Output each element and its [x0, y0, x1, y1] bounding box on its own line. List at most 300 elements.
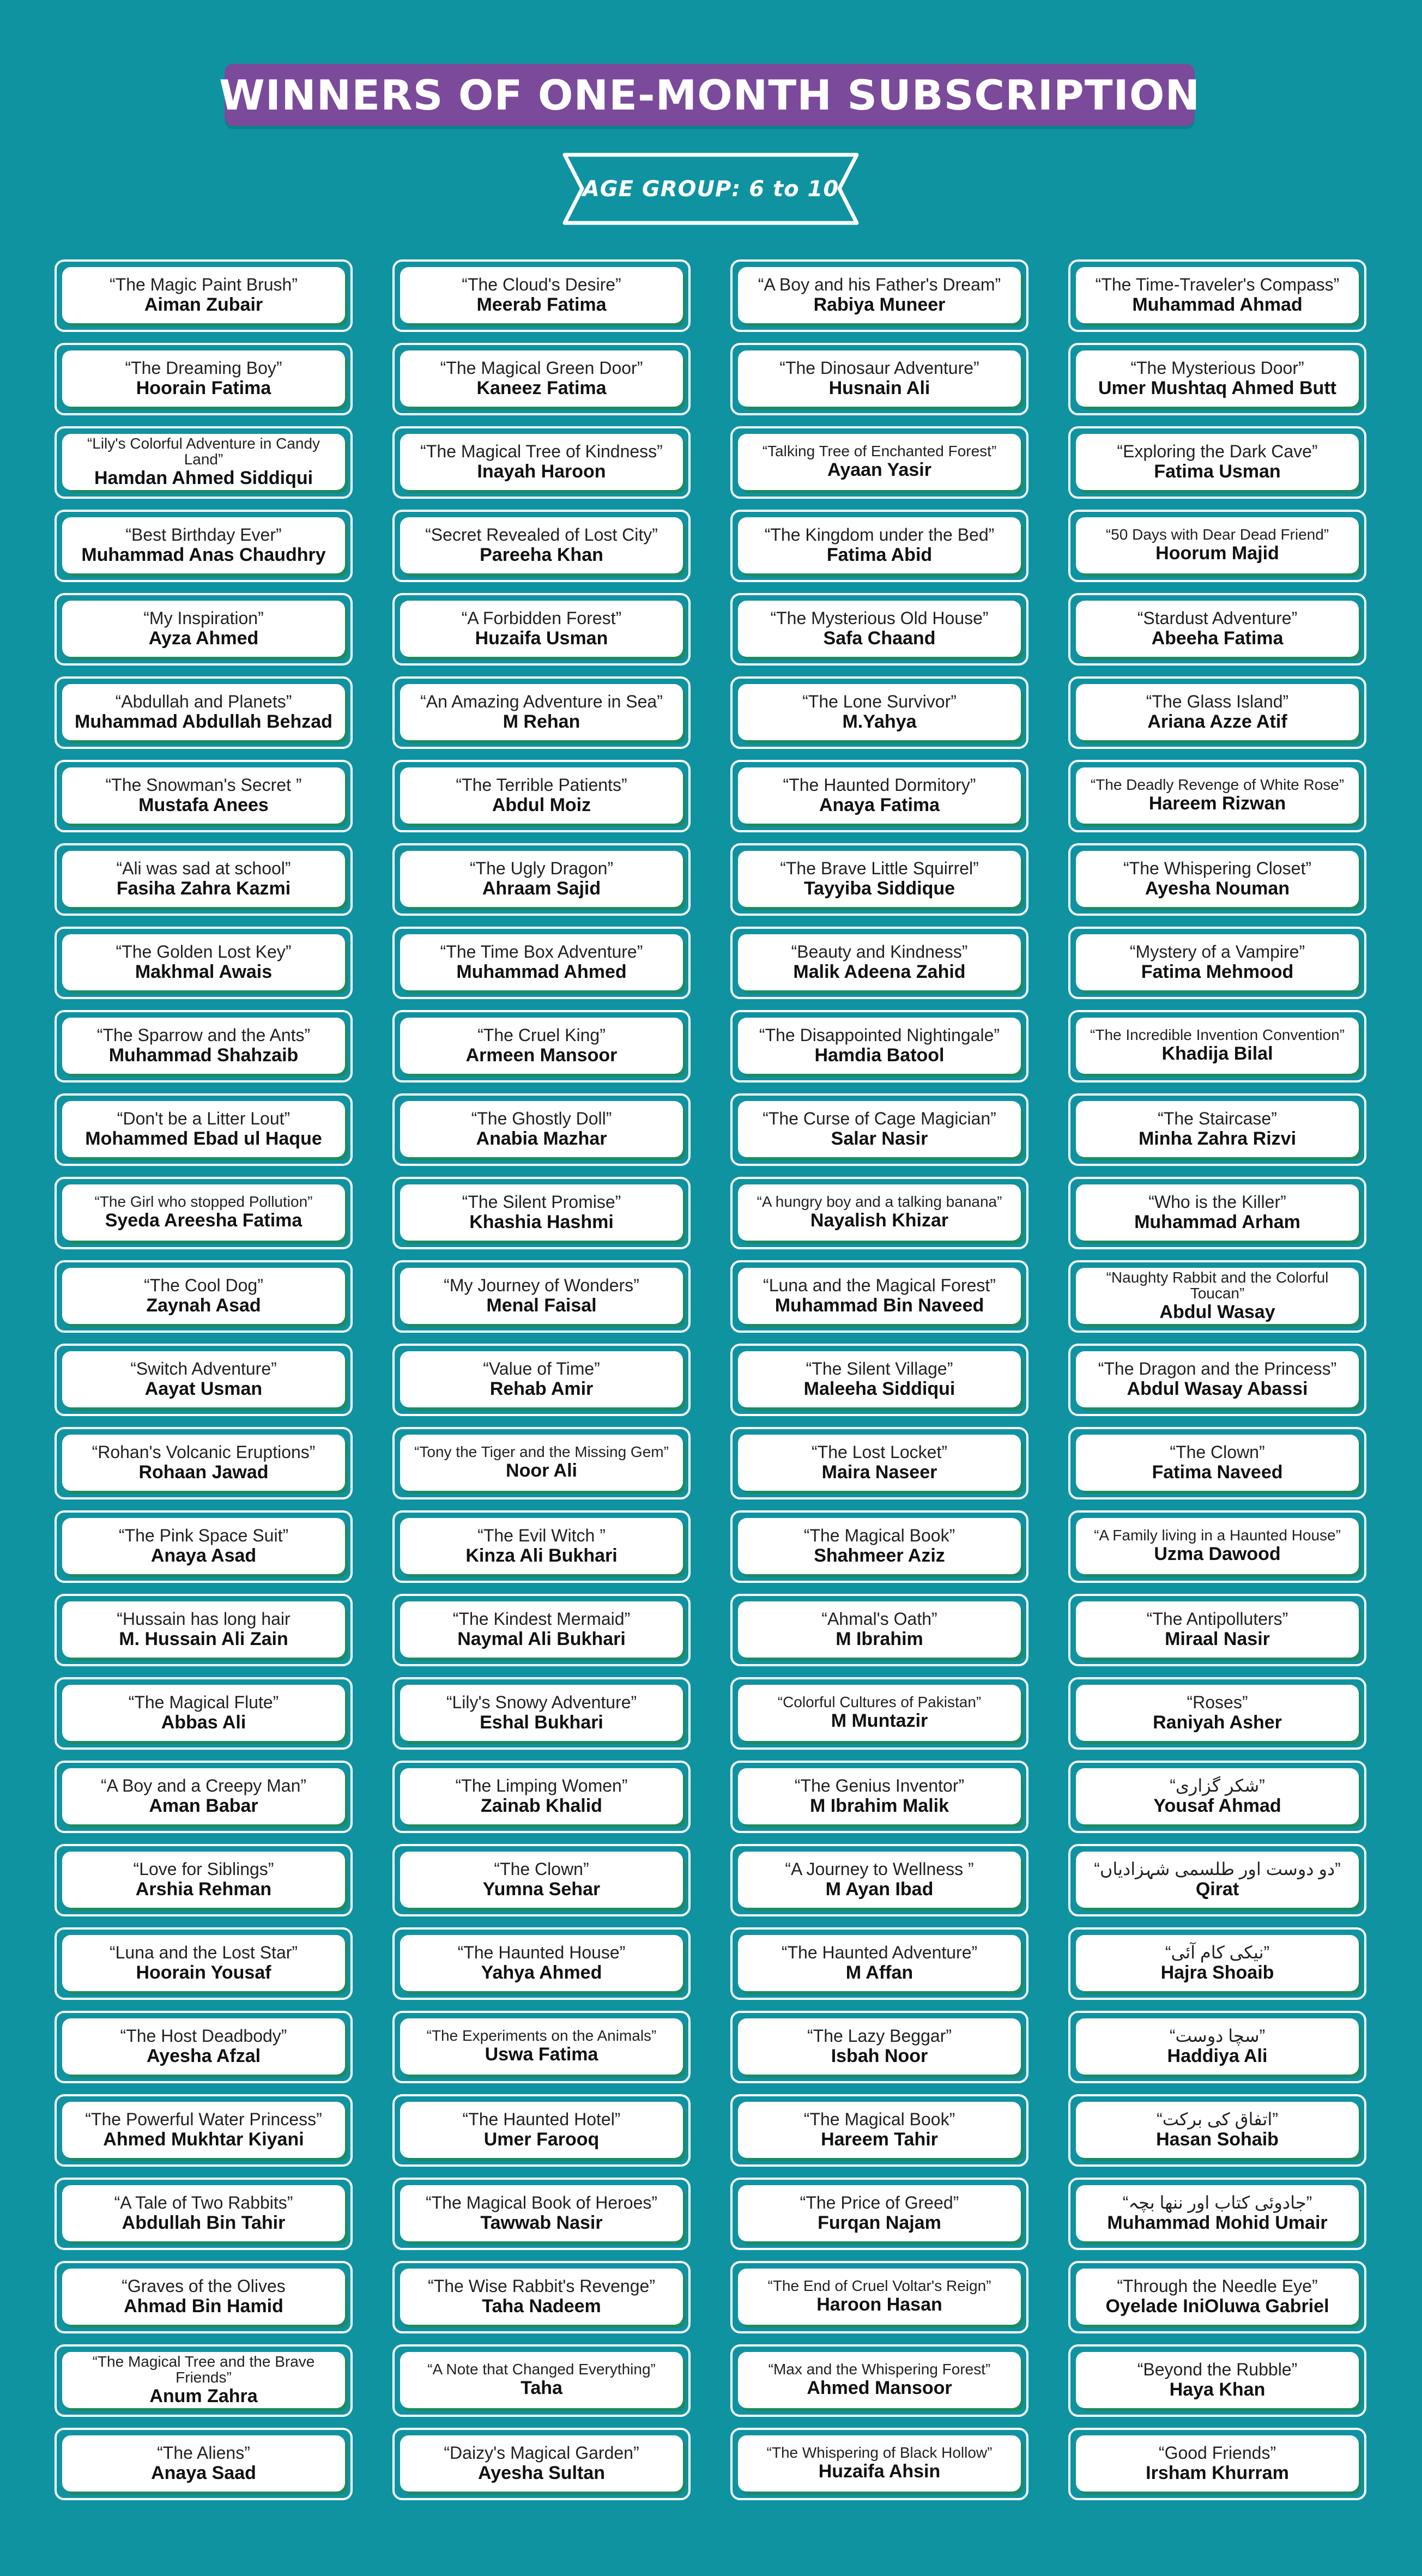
story-title: “Love for Siblings” [133, 1859, 274, 1879]
winner-card-label [738, 934, 1021, 990]
author-name: Anabia Mazhar [476, 1128, 607, 1149]
story-title: “A Family living in a Haunted House” [1094, 1527, 1341, 1544]
author-name: Muhammad Anas Chaudhry [81, 544, 326, 565]
winner-card-label [1076, 350, 1359, 407]
author-name: Umer Mushtaq Ahmed Butt [1098, 377, 1336, 398]
winner-card-label [738, 2018, 1021, 2075]
author-name: Mohammed Ebad ul Haque [85, 1128, 322, 1149]
story-title: “The Haunted House” [457, 1942, 626, 1962]
story-title: “The Magical Tree of Kindness” [420, 441, 663, 461]
story-title: “The Magic Paint Brush” [109, 274, 298, 294]
story-title: “The Curse of Cage Magician” [763, 1108, 996, 1128]
winner-card-label [400, 601, 683, 657]
author-name: Anaya Asad [150, 1545, 257, 1566]
author-name: Hoorain Fatima [136, 377, 271, 398]
story-title: “The Dinosaur Adventure” [779, 358, 979, 378]
age-group-label: AGE GROUP: 6 to 10 [582, 176, 839, 202]
story-title: “Naughty Rabbit and the Colorful Toucan” [1106, 1268, 1329, 1302]
author-name: Abdul Moiz [492, 794, 591, 815]
story-title: “The Magical Green Door” [440, 358, 643, 378]
story-title: “The Aliens” [157, 2442, 250, 2463]
story-title: “The Lazy Beggar” [807, 2025, 952, 2046]
winner-card-label [62, 934, 345, 990]
author-name: Aman Babar [149, 1795, 258, 1816]
story-title: “Luna and the Magical Forest” [763, 1275, 996, 1295]
winner-card-label [738, 2269, 1021, 2325]
winner-card [392, 343, 691, 415]
winner-card [55, 2011, 353, 2083]
author-name: Malik Adeena Zahid [793, 961, 966, 982]
winner-card-label [62, 1768, 345, 1824]
author-name: Ayza Ahmed [148, 627, 259, 649]
winner-card-label [400, 1101, 683, 1157]
winner-card-label [62, 767, 345, 824]
winner-card-label [1076, 1935, 1359, 1991]
author-name: Hamdan Ahmed Siddiqui [94, 467, 313, 488]
author-name: Abeeha Fatima [1151, 627, 1284, 649]
story-title: “The Silent Village” [806, 1358, 953, 1378]
winner-card [392, 2261, 691, 2333]
winner-card-label [1076, 434, 1359, 490]
winner-card-label [62, 2018, 345, 2075]
winner-card [55, 510, 353, 582]
author-name: Syeda Areesha Fatima [105, 1210, 302, 1231]
author-name: Husnain Ali [828, 377, 930, 398]
author-name: M Ayan Ibad [825, 1878, 934, 1900]
author-name: Furqan Najam [818, 2212, 941, 2233]
story-title: “Beyond the Rubble” [1137, 2359, 1298, 2379]
author-name: Uswa Fatima [485, 2044, 598, 2065]
winner-card-label [738, 350, 1021, 407]
story-title: “Don't be a Litter Lout” [117, 1108, 291, 1128]
story-title: “The Experiments on the Animals” [426, 2027, 657, 2044]
winner-card [730, 1677, 1028, 1750]
winner-card [730, 1010, 1028, 1083]
author-name: Fatima Usman [1154, 461, 1281, 482]
story-title: “Rohan's Volcanic Eruptions” [92, 1442, 316, 1462]
winner-card-label [62, 1852, 345, 1908]
story-title: “A Forbidden Forest” [461, 608, 622, 628]
story-title: “The Silent Promise” [462, 1192, 621, 1212]
author-name: Zaynah Asad [146, 1295, 261, 1316]
author-name: Ayesha Nouman [1145, 878, 1290, 899]
winner-card-label [62, 1101, 345, 1157]
winner-card [55, 1344, 353, 1416]
winner-card [55, 426, 353, 499]
winner-card [730, 676, 1028, 749]
author-name: Irsham Khurram [1146, 2462, 1289, 2483]
winner-card-label [1076, 1018, 1359, 1074]
story-title: “The Powerful Water Princess” [85, 2109, 322, 2129]
winner-card-label [738, 2352, 1021, 2408]
author-name: Oyelade IniOluwa Gabriel [1105, 2295, 1329, 2317]
story-title: “The Incredible Invention Convention” [1090, 1026, 1345, 1043]
winner-card [730, 343, 1028, 415]
story-title: “The Limping Women” [455, 1775, 628, 1795]
author-name: M Rehan [503, 711, 580, 732]
winner-card [392, 1594, 691, 1666]
winner-card-label [400, 934, 683, 990]
winner-card-label [738, 1018, 1021, 1074]
author-name: Abdul Wasay Abassi [1127, 1378, 1308, 1399]
winner-card-label [738, 2102, 1021, 2158]
story-title: “Abdullah and Planets” [115, 691, 292, 711]
author-name: M Ibrahim Malik [809, 1795, 949, 1816]
winner-card-label [400, 1435, 683, 1491]
winner-card [1068, 343, 1366, 415]
story-title: “The Magical Book” [803, 2109, 955, 2129]
author-name: Fatima Naveed [1152, 1461, 1283, 1483]
author-name: Hareem Tahir [821, 2128, 938, 2150]
winner-card [55, 1927, 353, 2000]
story-title: “The Genius Inventor” [794, 1775, 965, 1795]
author-name: Ayesha Afzal [146, 2045, 261, 2066]
author-name: Kinza Ali Bukhari [465, 1545, 618, 1566]
winner-card-label [1076, 767, 1359, 824]
author-name: Armeen Mansoor [465, 1044, 618, 1066]
story-title: “Roses” [1187, 1692, 1248, 1712]
author-name: Anum Zahra [149, 2385, 258, 2406]
winner-card [730, 1594, 1028, 1666]
story-title: “The Magical Tree and the Brave Friends” [92, 2353, 315, 2386]
story-title: “سچا دوست” [1169, 2025, 1266, 2046]
author-name: Hareem Rizwan [1148, 793, 1286, 814]
story-title: “Daizy's Magical Garden” [444, 2442, 639, 2463]
story-title: “The Dragon and the Princess” [1098, 1358, 1337, 1378]
winner-card [730, 2178, 1028, 2250]
author-name: Safa Chaand [823, 627, 936, 649]
winner-card [392, 1177, 691, 1249]
winner-card-label [738, 601, 1021, 657]
story-title: “The Time-Traveler's Compass” [1095, 274, 1340, 294]
author-name: Tayyiba Siddique [803, 878, 955, 899]
author-name: Muhammad Arham [1134, 1211, 1300, 1232]
story-title: “Through the Needle Eye” [1117, 2276, 1318, 2296]
winner-card [392, 1927, 691, 2000]
author-name: Muhammad Bin Naveed [774, 1295, 984, 1316]
author-name: Meerab Fatima [476, 294, 607, 315]
winner-card [392, 1093, 691, 1166]
winner-card-label [62, 1018, 345, 1074]
story-title: “The Wise Rabbit's Revenge” [428, 2276, 655, 2296]
author-name: Noor Ali [506, 1460, 577, 1481]
story-title: “The Sparrow and the Ants” [96, 1025, 311, 1045]
winner-card [55, 2261, 353, 2333]
winner-card [55, 259, 353, 332]
author-name: Fasiha Zahra Kazmi [116, 878, 291, 899]
winner-card [392, 676, 691, 749]
author-name: Salar Nasir [831, 1128, 928, 1149]
author-name: Aiman Zubair [144, 294, 263, 315]
winner-card [1068, 1594, 1366, 1666]
winner-card-label [738, 434, 1021, 490]
winner-card-label [1076, 2352, 1359, 2408]
story-title: “The Girl who stopped Pollution” [94, 1193, 313, 1210]
story-title: “The Price of Greed” [800, 2192, 959, 2212]
winner-card-label [62, 1184, 345, 1241]
winner-card [730, 426, 1028, 499]
winner-card-label [1076, 2185, 1359, 2241]
story-title: “The Time Box Adventure” [440, 941, 643, 962]
winner-card-label [62, 601, 345, 657]
winner-card [1068, 760, 1366, 832]
winner-card-label [400, 267, 683, 323]
winner-card [730, 2261, 1028, 2333]
winner-card-label [400, 1852, 683, 1908]
winner-card [55, 2178, 353, 2250]
winner-card [392, 426, 691, 499]
story-title: “The Deadly Revenge of White Rose” [1090, 776, 1345, 793]
author-name: Muhammad Ahmed [456, 961, 627, 982]
winner-card [392, 1510, 691, 1583]
age-group-ribbon [561, 152, 860, 226]
story-title: “Secret Revealed of Lost City” [425, 524, 658, 545]
winner-card [1068, 1260, 1366, 1333]
winner-card [1068, 1677, 1366, 1750]
winner-card [392, 1427, 691, 1499]
author-name: Inayah Haroon [477, 461, 606, 482]
winner-card [392, 1260, 691, 1333]
winner-card-label [400, 1184, 683, 1241]
author-name: Miraal Nasir [1165, 1628, 1270, 1649]
story-title: “The Host Deadbody” [120, 2025, 287, 2046]
story-title: “The Dreaming Boy” [125, 358, 282, 378]
winner-card [392, 843, 691, 916]
winner-card-label [62, 2102, 345, 2158]
author-name: Muhammad Abdullah Behzad [75, 711, 332, 732]
author-name: Ayesha Sultan [477, 2462, 606, 2483]
winner-card [55, 343, 353, 415]
winner-card [1068, 1844, 1366, 1916]
winner-card [730, 1927, 1028, 2000]
winner-card-label [1076, 2102, 1359, 2158]
winner-card [392, 1677, 691, 1750]
winner-card-label [738, 267, 1021, 323]
story-title: “Ahmal's Oath” [821, 1609, 937, 1629]
winner-card-label [62, 851, 345, 907]
author-name: Muhammad Shahzaib [108, 1044, 299, 1066]
winner-card [55, 760, 353, 832]
author-name: Hajra Shoaib [1160, 1962, 1274, 1983]
story-title: “Talking Tree of Enchanted Forest” [762, 443, 997, 459]
story-title: “The Kindest Mermaid” [452, 1609, 631, 1629]
winner-card [1068, 927, 1366, 999]
winner-card [55, 927, 353, 999]
winner-card [392, 2344, 691, 2417]
author-name: Ariana Azze Atif [1147, 711, 1287, 732]
winner-card [392, 259, 691, 332]
story-title: “The Haunted Adventure” [781, 1942, 978, 1962]
story-title: “Mystery of a Vampire” [1129, 941, 1305, 962]
story-title: “My Journey of Wonders” [444, 1275, 639, 1295]
story-title: “Lily's Colorful Adventure in Candy Land” [87, 434, 320, 468]
story-title: “My Inspiration” [143, 608, 264, 628]
story-title: “The Haunted Dormitory” [783, 775, 976, 795]
author-name: Menal Faisal [486, 1295, 597, 1316]
story-title: “The Mysterious Old House” [770, 608, 989, 628]
winner-card-label [1076, 1268, 1359, 1324]
story-title: “An Amazing Adventure in Sea” [420, 691, 663, 711]
story-title: “A Note that Changed Everything” [427, 2361, 656, 2378]
winner-card [392, 1010, 691, 1083]
story-title: “Value of Time” [483, 1358, 600, 1378]
winner-card-label [1076, 517, 1359, 573]
story-title: “Stardust Adventure” [1137, 608, 1298, 628]
winner-card-label [738, 1768, 1021, 1824]
winner-card [1068, 2094, 1366, 2167]
author-name: Maleeha Siddiqui [803, 1378, 955, 1399]
winner-card-label [400, 1268, 683, 1324]
winner-card-label [738, 1351, 1021, 1407]
author-name: Uzma Dawood [1154, 1544, 1281, 1564]
winners-grid [55, 259, 1368, 2500]
story-title: “The Lost Locket” [812, 1442, 947, 1462]
winner-card [392, 510, 691, 582]
story-title: “A Boy and his Father's Dream” [758, 274, 1001, 294]
winner-card-label [738, 1685, 1021, 1741]
story-title: “نیکی کام آئی” [1165, 1942, 1270, 1962]
author-name: Ahmed Mansoor [807, 2378, 952, 2398]
winner-card-label [62, 1351, 345, 1407]
author-name: Nayalish Khizar [810, 1210, 949, 1231]
story-title: “The Whispering of Black Hollow” [766, 2444, 993, 2461]
winner-card-label [62, 2352, 345, 2408]
winner-card-label [62, 1268, 345, 1324]
author-name: Minha Zahra Rizvi [1138, 1128, 1297, 1149]
author-name: Haddiya Ali [1167, 2045, 1268, 2066]
story-title: “The Mysterious Door” [1130, 358, 1304, 378]
story-title: “The Cool Dog” [144, 1275, 263, 1295]
story-title: “شکر گزاری” [1170, 1775, 1265, 1795]
author-name: Haroon Hasan [816, 2294, 942, 2315]
winner-card [1068, 2261, 1366, 2333]
winner-card-label [738, 1601, 1021, 1658]
winner-card [730, 1093, 1028, 1166]
story-title: “The Glass Island” [1146, 691, 1289, 711]
winner-card-label [62, 684, 345, 740]
author-name: Khadija Bilal [1161, 1043, 1273, 1064]
story-title: “The Kingdom under the Bed” [764, 524, 995, 545]
story-title: “Ali was sad at school” [116, 858, 291, 878]
author-name: Rohaan Jawad [138, 1461, 269, 1483]
winner-card-label [400, 684, 683, 740]
winner-card [392, 1761, 691, 1833]
winner-card [730, 843, 1028, 916]
winner-card-label [1076, 851, 1359, 907]
story-title: “The Staircase” [1158, 1108, 1277, 1128]
winner-card [55, 676, 353, 749]
author-name: Yahya Ahmed [481, 1962, 602, 1983]
winner-card [55, 1093, 353, 1166]
winner-card-label [62, 1685, 345, 1741]
winner-card-label [400, 434, 683, 490]
winner-card [730, 760, 1028, 832]
author-name: Anaya Saad [151, 2462, 256, 2483]
winner-card-label [400, 350, 683, 407]
title-banner [219, 64, 1201, 126]
story-title: “The Evil Witch ” [477, 1525, 606, 1545]
winner-card [1068, 2178, 1366, 2250]
winner-card-label [62, 2269, 345, 2325]
winner-card [730, 1344, 1028, 1416]
story-title: “The Haunted Hotel” [462, 2109, 621, 2129]
winner-card [392, 2428, 691, 2500]
winner-card-label [400, 2269, 683, 2325]
author-name: Mustafa Anees [138, 794, 269, 815]
author-name: Ayaan Yasir [827, 459, 931, 480]
winner-card-label [62, 2435, 345, 2492]
winner-card [730, 2011, 1028, 2083]
story-title: “The Lone Survivor” [802, 691, 957, 711]
winner-card [1068, 593, 1366, 666]
author-name: Rehab Amir [489, 1378, 594, 1399]
page-title: WINNERS OF ONE-MONTH SUBSCRIPTION [219, 70, 1201, 119]
winner-card-label [400, 2435, 683, 2492]
winner-card-label [400, 2018, 683, 2075]
author-name: Anaya Fatima [819, 794, 940, 815]
winner-card [55, 1761, 353, 1833]
winner-card-label [1076, 1685, 1359, 1741]
story-title: “The Snowman's Secret ” [105, 775, 302, 795]
winner-card [730, 1427, 1028, 1499]
winner-card-label [1076, 1101, 1359, 1157]
winner-card [1068, 843, 1366, 916]
winner-card-label [1076, 2269, 1359, 2325]
winner-card [1068, 2428, 1366, 2500]
story-title: “Beauty and Kindness” [791, 941, 968, 962]
winner-card [730, 1177, 1028, 1249]
winner-card [730, 2428, 1028, 2500]
winner-card-label [62, 1601, 345, 1658]
author-name: Hamdia Batool [814, 1044, 945, 1066]
winner-card-label [1076, 2018, 1359, 2075]
winner-card [55, 1594, 353, 1666]
author-name: Pareeha Khan [480, 544, 603, 565]
winner-card [1068, 1344, 1366, 1416]
winner-card-label [400, 2102, 683, 2158]
author-name: Fatima Abid [826, 544, 933, 565]
winner-card [1068, 1093, 1366, 1166]
winner-card-label [1076, 1852, 1359, 1908]
story-title: “Exploring the Dark Cave” [1117, 441, 1318, 461]
story-title: “Good Friends” [1158, 2442, 1276, 2463]
author-name: Makhmal Awais [135, 961, 273, 982]
winner-card [1068, 1177, 1366, 1249]
author-name: Zainab Khalid [481, 1795, 602, 1816]
winner-card [1068, 1510, 1366, 1583]
winner-card [392, 927, 691, 999]
winner-card-label [738, 1268, 1021, 1324]
winner-card-label [400, 1018, 683, 1074]
story-title: “A Journey to Wellness ” [785, 1859, 974, 1879]
winner-card-label [62, 350, 345, 407]
author-name: M. Hussain Ali Zain [119, 1628, 288, 1649]
winner-card [55, 843, 353, 916]
winner-card [392, 1344, 691, 1416]
winner-card-label [400, 1768, 683, 1824]
story-title: “Lily's Snowy Adventure” [446, 1692, 637, 1712]
story-title: “جادوئی کتاب اور ننھا بچہ” [1122, 2192, 1312, 2212]
author-name: Fatima Mehmood [1141, 961, 1294, 982]
winner-card [392, 760, 691, 832]
story-title: “اتفاق کی برکت” [1157, 2109, 1278, 2129]
story-title: “The Magical Book of Heroes” [425, 2192, 658, 2212]
author-name: Yumna Sehar [482, 1878, 601, 1900]
author-name: Muhammad Mohid Umair [1107, 2212, 1328, 2233]
winner-card-label [738, 1101, 1021, 1157]
story-title: “Graves of the Olives [122, 2276, 286, 2296]
winner-card-label [400, 2185, 683, 2241]
